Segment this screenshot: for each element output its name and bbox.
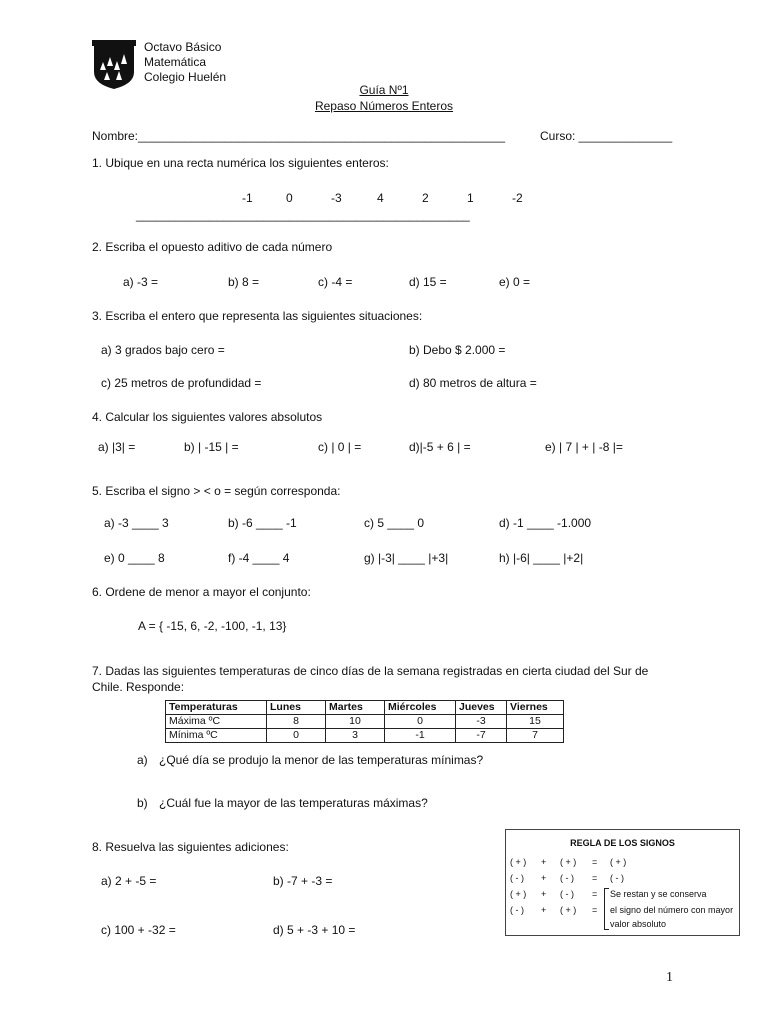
q4-item: b) | -15 | = xyxy=(184,440,239,454)
q2-item: c) -4 = xyxy=(318,275,353,289)
table-header-cell: Viernes xyxy=(507,701,564,715)
guide-title: Guía Nº1 xyxy=(359,83,409,97)
table-cell: 0 xyxy=(267,729,326,743)
grade-label: Octavo Básico xyxy=(144,40,222,54)
q1-number: -2 xyxy=(512,191,523,205)
q8-item: c) 100 + -32 = xyxy=(101,923,176,937)
rule-note: valor absoluto xyxy=(610,919,667,929)
table-header-row xyxy=(166,701,564,715)
table-cell: 15 xyxy=(507,715,564,729)
rule-term: ( - ) xyxy=(510,873,524,883)
question-6-text: 6. Ordene de menor a mayor el conjunto: xyxy=(92,585,311,599)
table-cell: -7 xyxy=(456,729,507,743)
table-header-cell: Martes xyxy=(326,701,385,715)
q7-b-letter: b) xyxy=(137,796,148,810)
q7-a-question: ¿Qué día se produjo la menor de las temperaturas mínimas? xyxy=(159,753,484,767)
table-row xyxy=(166,715,564,729)
q5-item: d) -1 ____ -1.000 xyxy=(499,516,592,530)
table-cell: 3 xyxy=(326,729,385,743)
rule-note: el signo del número con mayor xyxy=(610,905,734,915)
rule-op: + xyxy=(541,873,547,883)
q3-item: c) 25 metros de profundidad = xyxy=(101,376,262,390)
q3-item: b) Debo $ 2.000 = xyxy=(409,343,506,357)
q3-item: d) 80 metros de altura = xyxy=(409,376,537,390)
question-2-text: 2. Escriba el opuesto aditivo de cada número xyxy=(92,240,333,254)
q5-item: f) -4 ____ 4 xyxy=(228,551,290,565)
rule-result: ( + ) xyxy=(610,857,627,867)
rule-eq: = xyxy=(592,873,598,883)
rule-term: ( - ) xyxy=(560,873,574,883)
q1-number: 2 xyxy=(422,191,429,205)
question-7-text-cont: Chile. Responde: xyxy=(92,680,185,694)
q1-number: 4 xyxy=(377,191,384,205)
subject-label: Matemática xyxy=(144,55,207,69)
q5-item: a) -3 ____ 3 xyxy=(104,516,169,530)
q1-number: 0 xyxy=(286,191,293,205)
table-cell: Máxima ºC xyxy=(166,715,267,729)
table-cell: -1 xyxy=(385,729,456,743)
table-cell: -3 xyxy=(456,715,507,729)
course-field[interactable]: Curso: ______________ xyxy=(540,129,673,143)
question-7-text: 7. Dadas las siguientes temperaturas de cinco días de la semana registradas en cierta ciudad del Sur de xyxy=(92,664,649,678)
rule-term: ( + ) xyxy=(560,905,577,915)
q8-item: b) -7 + -3 = xyxy=(273,874,333,888)
school-header xyxy=(144,40,226,85)
table-cell: 8 xyxy=(267,715,326,729)
q4-item: d)|-5 + 6 | = xyxy=(409,440,471,454)
rule-op: + xyxy=(541,905,547,915)
rule-bracket xyxy=(604,888,609,930)
rule-eq: = xyxy=(592,905,598,915)
table-row xyxy=(166,729,564,743)
q6-set: A = { -15, 6, -2, -100, -1, 13} xyxy=(138,619,287,633)
rule-eq: = xyxy=(592,857,598,867)
rule-term: ( - ) xyxy=(510,905,524,915)
q7-a-letter: a) xyxy=(137,753,148,767)
q2-item: b) 8 = xyxy=(228,275,260,289)
table-header-cell: Temperaturas xyxy=(166,701,267,715)
rule-result: ( - ) xyxy=(610,873,624,883)
rule-term: ( + ) xyxy=(510,889,527,899)
name-field[interactable]: Nombre:_______________________________________________________ xyxy=(92,129,506,143)
q2-item: e) 0 = xyxy=(499,275,531,289)
guide-subtitle: Repaso Números Enteros xyxy=(314,99,454,113)
q7-b-question: ¿Cuál fue la mayor de las temperaturas máximas? xyxy=(159,796,428,810)
question-5-text: 5. Escriba el signo > < o = según corresponda: xyxy=(92,484,341,498)
q1-number: -3 xyxy=(331,191,342,205)
question-1-text: 1. Ubique en una recta numérica los siguientes enteros: xyxy=(92,156,389,170)
question-3-text: 3. Escriba el entero que representa las siguientes situaciones: xyxy=(92,309,423,323)
question-4-text: 4. Calcular los siguientes valores absolutos xyxy=(92,410,323,424)
table-header-cell: Lunes xyxy=(267,701,326,715)
q4-item: c) | 0 | = xyxy=(318,440,362,454)
q4-item: e) | 7 | + | -8 |= xyxy=(545,440,623,454)
table-cell: 0 xyxy=(385,715,456,729)
table-header-cell: Jueves xyxy=(456,701,507,715)
question-8-text: 8. Resuelva las siguientes adiciones: xyxy=(92,840,289,854)
rule-eq: = xyxy=(592,889,598,899)
q8-item: a) 2 + -5 = xyxy=(101,874,157,888)
rule-term: ( + ) xyxy=(560,857,577,867)
number-line-blank[interactable]: __________________________________________________ xyxy=(136,208,470,222)
rule-term: ( - ) xyxy=(560,889,574,899)
q8-item: d) 5 + -3 + 10 = xyxy=(273,923,356,937)
table-cell: 10 xyxy=(326,715,385,729)
q5-item: c) 5 ____ 0 xyxy=(364,516,425,530)
table-cell: Mínima ºC xyxy=(166,729,267,743)
q3-item: a) 3 grados bajo cero = xyxy=(101,343,225,357)
q5-item: e) 0 ____ 8 xyxy=(104,551,165,565)
school-name: Colegio Huelén xyxy=(144,70,227,84)
temperature-table xyxy=(165,700,564,743)
rule-term: ( + ) xyxy=(510,857,527,867)
sign-rules-box xyxy=(505,829,740,936)
q5-item: h) |-6| ____ |+2| xyxy=(499,551,584,565)
q1-number: -1 xyxy=(242,191,253,205)
q2-item: a) -3 = xyxy=(123,275,159,289)
rule-op: + xyxy=(541,857,547,867)
rule-note: Se restan y se conserva xyxy=(610,889,707,899)
q2-item: d) 15 = xyxy=(409,275,447,289)
rule-op: + xyxy=(541,889,547,899)
q5-item: g) |-3| ____ |+3| xyxy=(364,551,449,565)
sign-rules-title: REGLA DE LOS SIGNOS xyxy=(570,838,675,848)
table-header-cell: Miércoles xyxy=(385,701,456,715)
q5-item: b) -6 ____ -1 xyxy=(228,516,297,530)
q4-item: a) |3| = xyxy=(98,440,136,454)
table-cell: 7 xyxy=(507,729,564,743)
q1-number: 1 xyxy=(467,191,474,205)
page-number: 1 xyxy=(666,970,673,985)
